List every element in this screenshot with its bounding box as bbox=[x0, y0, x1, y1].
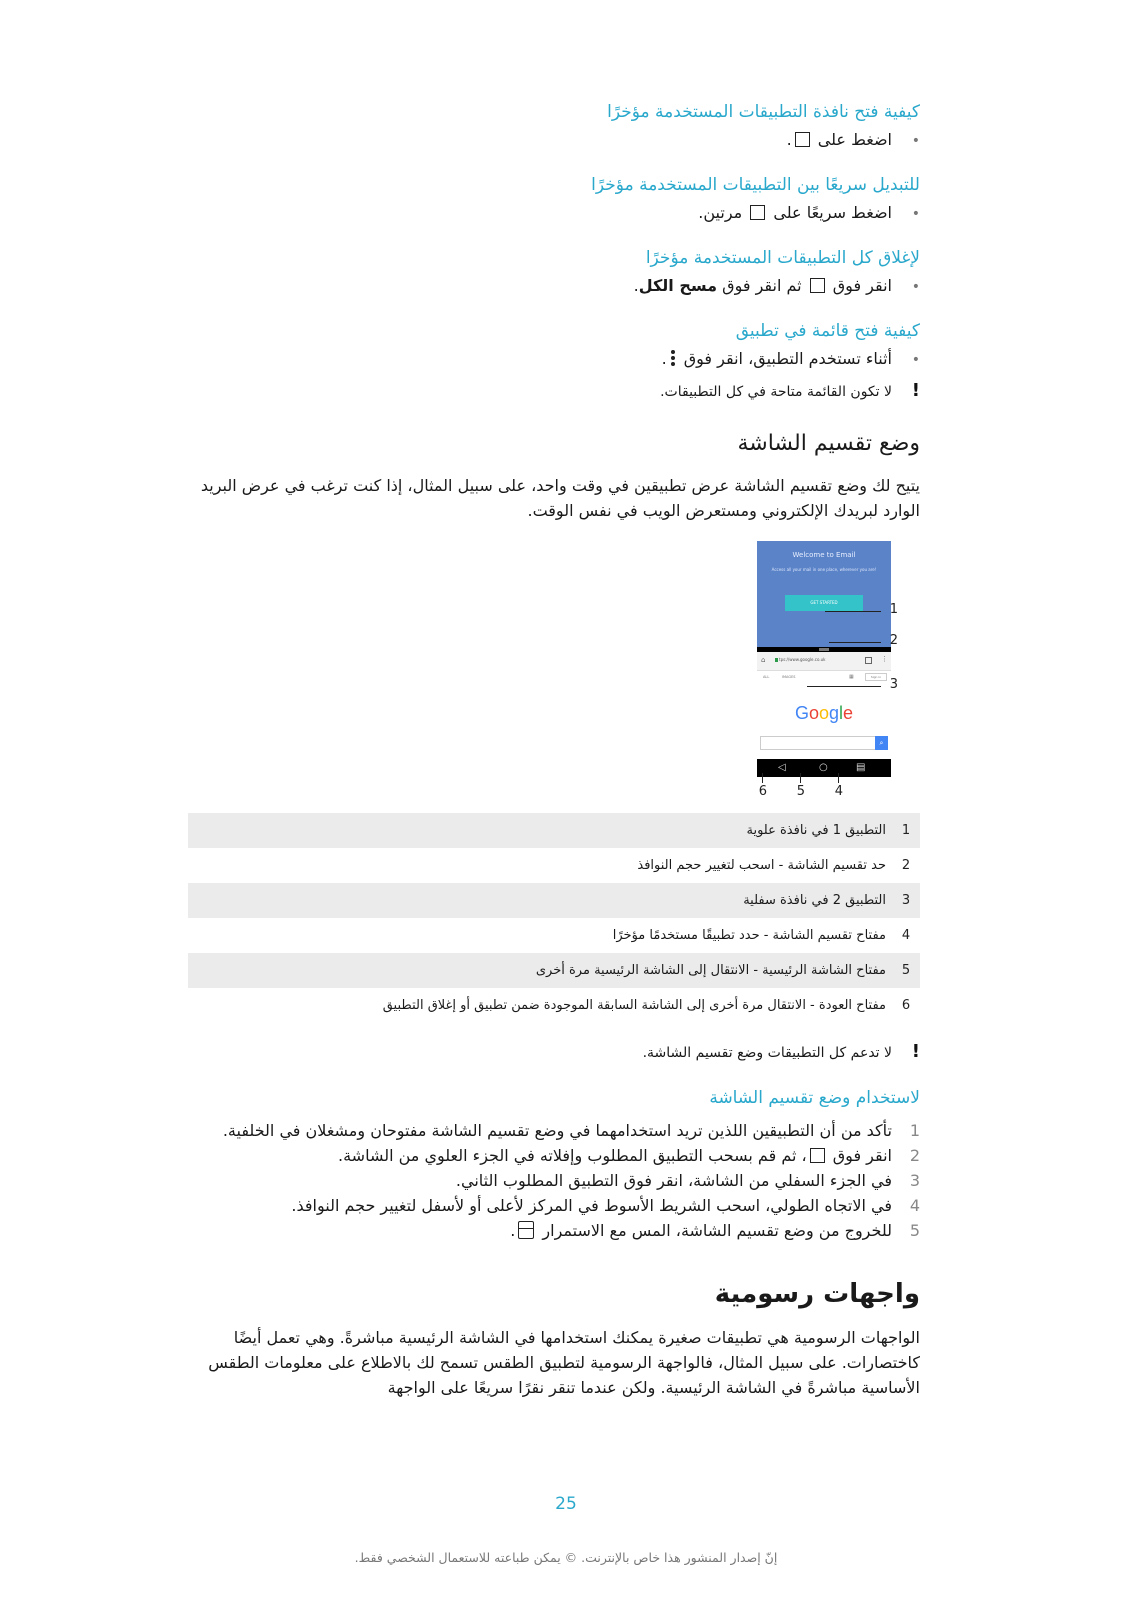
email-access-text: Access all your mail in one place, wherever you are! bbox=[771, 567, 877, 572]
step-number: 5 bbox=[909, 1221, 920, 1240]
get-started-button: GET STARTED bbox=[785, 595, 863, 611]
overview-square-icon bbox=[750, 205, 765, 220]
step-text: تأكد من أن التطبيقين اللذين تريد استخدامهما في وضع تقسيم الشاشة مفتوحان ومشغلان في الخلفية. bbox=[222, 1121, 892, 1140]
legend-row bbox=[188, 918, 920, 953]
google-search-box bbox=[760, 736, 876, 750]
heading-switch-apps: للتبديل سريعًا بين التطبيقات المستخدمة مؤخرًا bbox=[591, 175, 920, 195]
lock-icon bbox=[775, 658, 778, 662]
step-text: للخروج من وضع تقسيم الشاشة، المس مع الاستمرار bbox=[542, 1221, 892, 1240]
bullet-text: اضغط على bbox=[817, 130, 892, 149]
step-number: 2 bbox=[909, 1146, 920, 1165]
step-number: 4 bbox=[909, 1196, 920, 1215]
heading-use-split: لاستخدام وضع تقسيم الشاشة bbox=[709, 1088, 920, 1108]
exclamation-icon: ! bbox=[911, 380, 920, 401]
exclamation-icon: ! bbox=[911, 1041, 920, 1062]
overview-square-icon bbox=[810, 278, 825, 293]
note-split-screen bbox=[188, 1041, 920, 1064]
legend-text: التطبيق 1 في نافذة علوية bbox=[188, 813, 892, 848]
split-screen-icon bbox=[518, 1221, 534, 1239]
home-key-icon: ○ bbox=[819, 762, 828, 773]
legend-number: 6 bbox=[901, 998, 911, 1013]
google-logo-letter: o bbox=[818, 703, 829, 723]
divider-handle bbox=[819, 648, 829, 651]
legend-number: 2 bbox=[901, 858, 911, 873]
bullet-dot: • bbox=[911, 133, 920, 149]
overview-square-icon bbox=[810, 1148, 825, 1163]
home-icon: ⌂ bbox=[761, 656, 766, 664]
callout-line-5 bbox=[800, 773, 801, 783]
note-text: لا تدعم كل التطبيقات وضع تقسيم الشاشة. bbox=[642, 1045, 892, 1061]
callout-3: 3 bbox=[889, 677, 898, 692]
search-icon: ⌕ bbox=[875, 736, 888, 750]
step-item bbox=[188, 1118, 920, 1143]
step-item bbox=[188, 1218, 920, 1243]
legend-text: التطبيق 2 في نافذة سفلية bbox=[188, 883, 892, 918]
overview-square-icon bbox=[795, 132, 810, 147]
tab-all: ALL bbox=[763, 675, 770, 679]
step-text: انقر فوق bbox=[832, 1146, 892, 1165]
heading-split-screen: وضع تقسيم الشاشة bbox=[737, 431, 920, 456]
legend-number: 3 bbox=[892, 883, 920, 918]
legend-text: مفتاح تقسيم الشاشة - حدد تطبيقًا مستخدمًا مؤخرًا bbox=[612, 928, 886, 943]
legend-number: 1 bbox=[892, 813, 920, 848]
callout-line-2 bbox=[829, 642, 881, 643]
bullet-text-mid: ثم انقر فوق bbox=[722, 276, 802, 295]
legend-number: 4 bbox=[901, 928, 911, 943]
bullet-text-end: . bbox=[786, 130, 792, 149]
google-logo-letter: l bbox=[839, 703, 844, 723]
page-content bbox=[188, 100, 920, 1400]
split-steps bbox=[188, 1118, 920, 1243]
legend-table bbox=[188, 813, 920, 1023]
footer-text: إنّ إصدار المنشور هذا خاص بالإنترنت. © يمكن طباعته للاستعمال الشخصي فقط. bbox=[354, 1550, 778, 1565]
sign-in-button: Sign in bbox=[865, 673, 887, 681]
browser-menu-icon: ⋮ bbox=[881, 655, 888, 663]
callout-1: 1 bbox=[889, 602, 898, 617]
legend-row bbox=[188, 988, 920, 1023]
google-logo-letter: G bbox=[794, 703, 809, 723]
phone-screenshot bbox=[757, 541, 891, 777]
google-logo-letter: o bbox=[808, 703, 819, 723]
note-text: لا تكون القائمة متاحة في كل التطبيقات. bbox=[660, 384, 892, 400]
browser-url-bar bbox=[757, 652, 891, 671]
step-item bbox=[188, 1193, 920, 1218]
google-logo-letter: g bbox=[829, 703, 840, 723]
bullet-recent-apps bbox=[188, 128, 920, 153]
navigation-bar bbox=[757, 759, 891, 777]
heading-recent-apps: كيفية فتح نافذة التطبيقات المستخدمة مؤخرًا bbox=[607, 102, 920, 122]
bullet-switch-apps bbox=[188, 201, 920, 226]
email-welcome-text: Welcome to Email bbox=[792, 551, 856, 559]
step-text-end: ، ثم قم بسحب التطبيق المطلوب وإفلاته في الجزء العلوي من الشاشة. bbox=[338, 1146, 807, 1165]
legend-row bbox=[188, 813, 920, 848]
bullet-dot: • bbox=[911, 352, 920, 368]
page-number: 25 bbox=[555, 1494, 577, 1514]
apps-grid-icon: ▦ bbox=[849, 674, 854, 680]
bullet-text-end: . bbox=[633, 276, 639, 295]
callout-line-4 bbox=[838, 773, 839, 783]
callout-6: 6 bbox=[758, 784, 767, 799]
split-screen-intro: يتيح لك وضع تقسيم الشاشة عرض تطبيقين في وقت واحد، على سبيل المثال، إذا كنت ترغب في عرض البريد الوارد لبريدك الإلكتروني ومستعرض الويب في نفس الوقت. bbox=[200, 476, 920, 520]
note-app-menu bbox=[188, 380, 920, 403]
step-item bbox=[188, 1168, 920, 1193]
callout-4: 4 bbox=[834, 784, 843, 799]
widgets-text: الواجهات الرسومية هي تطبيقات صغيرة يمكنك استخدامها في الشاشة الرئيسية مباشرةً. وهي تعمل أيضًا كاختصارات. على سبيل المثال، فالواجهة الرسومية لتطبيق الطقس تسمح لك بالاطلاع على معلومات الطقس الأساسية مباشرةً في الشاشة الرئيسية. ولكن عندما تنقر نقرًا سريعًا على الواجهة bbox=[208, 1328, 920, 1397]
split-screen-key-icon: ▤ bbox=[856, 762, 866, 773]
email-app-window bbox=[757, 541, 891, 647]
tabs-icon bbox=[865, 657, 872, 664]
bullet-text-end: . bbox=[661, 349, 667, 368]
legend-number: 5 bbox=[892, 953, 920, 988]
bullet-text: اضغط سريعًا على bbox=[773, 203, 892, 222]
legend-text: مفتاح الشاشة الرئيسية - الانتقال إلى الشاشة الرئيسية مرة أخرى bbox=[188, 953, 892, 988]
step-text: في الجزء السفلي من الشاشة، انقر فوق التطبيق المطلوب الثاني. bbox=[455, 1171, 892, 1190]
heading-app-menu: كيفية فتح قائمة في تطبيق bbox=[735, 321, 920, 341]
google-tabs bbox=[757, 671, 891, 683]
callout-line-6 bbox=[762, 773, 763, 783]
legend-row bbox=[188, 883, 920, 918]
step-text: في الاتجاه الطولي، اسحب الشريط الأسوط في المركز لأعلى أو لأسفل لتغيير حجم النوافذ. bbox=[291, 1196, 892, 1215]
bullet-close-apps bbox=[188, 274, 920, 299]
bullet-text-end: مرتين. bbox=[698, 203, 743, 222]
step-number: 3 bbox=[909, 1171, 920, 1190]
callout-line-3 bbox=[807, 686, 881, 687]
step-text-end: . bbox=[510, 1221, 516, 1240]
heading-widgets: واجهات رسومية bbox=[714, 1279, 920, 1309]
legend-row bbox=[188, 848, 920, 883]
bullet-text: انقر فوق bbox=[832, 276, 892, 295]
legend-row bbox=[188, 953, 920, 988]
back-icon: ◁ bbox=[778, 762, 786, 773]
bullet-dot: • bbox=[911, 206, 920, 222]
callout-5: 5 bbox=[796, 784, 805, 799]
browser-url: tps://www.google.co.uk bbox=[779, 657, 826, 662]
step-number: 1 bbox=[909, 1121, 920, 1140]
bullet-dot: • bbox=[911, 279, 920, 295]
vertical-dots-menu-icon bbox=[670, 350, 676, 367]
legend-text: مفتاح العودة - الانتقال مرة أخرى إلى الشاشة السابقة الموجودة ضمن تطبيق أو إغلاق التطبيق bbox=[382, 998, 886, 1013]
tab-images: IMAGES bbox=[782, 675, 796, 679]
legend-text: حد تقسيم الشاشة - اسحب لتغيير حجم النوافذ bbox=[637, 858, 886, 873]
google-logo bbox=[757, 703, 891, 724]
callout-2: 2 bbox=[889, 633, 898, 648]
step-item bbox=[188, 1143, 920, 1168]
bullet-text: أثناء تستخدم التطبيق، انقر فوق bbox=[683, 349, 892, 368]
google-logo-letter: e bbox=[843, 703, 854, 723]
split-screen-figure bbox=[188, 541, 920, 799]
callout-line-1 bbox=[825, 611, 881, 612]
bullet-app-menu bbox=[188, 347, 920, 372]
heading-close-apps: لإغلاق كل التطبيقات المستخدمة مؤخرًا bbox=[645, 248, 920, 268]
clear-all-label: مسح الكل bbox=[638, 276, 718, 295]
